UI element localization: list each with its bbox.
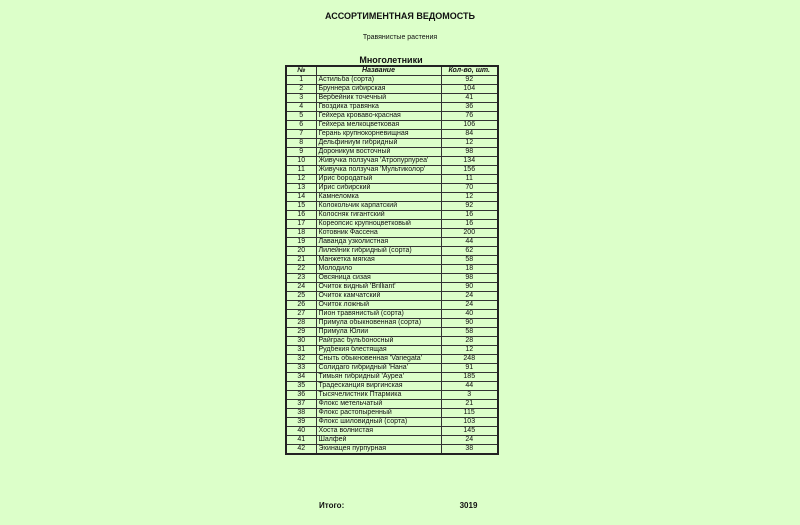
table-row (286, 328, 498, 337)
table-row (286, 436, 498, 445)
row-num: 31 (286, 346, 316, 355)
row-qty: 156 (441, 166, 498, 175)
table-row (286, 274, 498, 283)
row-qty: 115 (441, 409, 498, 418)
table-row (286, 310, 498, 319)
row-qty: 98 (441, 148, 498, 157)
row-num: 38 (286, 409, 316, 418)
row-qty: 84 (441, 130, 498, 139)
row-name: Тысячелистник Птармика (316, 391, 441, 400)
table-row (286, 112, 498, 121)
table-row (286, 211, 498, 220)
table-row (286, 247, 498, 256)
table-row (286, 265, 498, 274)
row-name: Шалфей (316, 436, 441, 445)
row-num: 20 (286, 247, 316, 256)
row-name: Сныть обыкновенная 'Variegata' (316, 355, 441, 364)
row-qty: 92 (441, 76, 498, 85)
table-row (286, 355, 498, 364)
row-name: Лаванда узколистная (316, 238, 441, 247)
row-qty: 24 (441, 301, 498, 310)
row-num: 5 (286, 112, 316, 121)
row-qty: 44 (441, 382, 498, 391)
row-num: 42 (286, 445, 316, 455)
row-num: 40 (286, 427, 316, 436)
row-num: 19 (286, 238, 316, 247)
section-title: Многолетники (359, 55, 423, 65)
row-name: Гейхера мелкоцветковая (316, 121, 441, 130)
row-qty: 76 (441, 112, 498, 121)
row-name: Райграс бульбоносный (316, 337, 441, 346)
row-name: Бруннера сибирская (316, 85, 441, 94)
row-name: Флокс метельчатый (316, 400, 441, 409)
row-num: 1 (286, 76, 316, 85)
row-num: 2 (286, 85, 316, 94)
row-qty: 185 (441, 373, 498, 382)
row-qty: 98 (441, 274, 498, 283)
row-qty: 12 (441, 193, 498, 202)
row-name: Вербейник точечный (316, 94, 441, 103)
table-row (286, 256, 498, 265)
row-name: Очиток камчатский (316, 292, 441, 301)
row-num: 26 (286, 301, 316, 310)
row-qty: 90 (441, 319, 498, 328)
row-num: 12 (286, 175, 316, 184)
row-num: 22 (286, 265, 316, 274)
row-num: 27 (286, 310, 316, 319)
table-row (286, 337, 498, 346)
row-qty: 11 (441, 175, 498, 184)
row-num: 37 (286, 400, 316, 409)
row-num: 21 (286, 256, 316, 265)
row-name: Ирис бородатый (316, 175, 441, 184)
row-num: 18 (286, 229, 316, 238)
row-name: Очиток ложный (316, 301, 441, 310)
row-qty: 36 (441, 103, 498, 112)
row-name: Хоста волнистая (316, 427, 441, 436)
row-qty: 200 (441, 229, 498, 238)
row-name: Дороникум восточный (316, 148, 441, 157)
row-name: Пион травянистый (сорта) (316, 310, 441, 319)
table-row (286, 382, 498, 391)
row-name: Колосняк гигантский (316, 211, 441, 220)
row-num: 15 (286, 202, 316, 211)
row-name: Флокс шиловидный (сорта) (316, 418, 441, 427)
row-num: 4 (286, 103, 316, 112)
row-qty: 70 (441, 184, 498, 193)
row-qty: 62 (441, 247, 498, 256)
row-name: Колокольчик карпатский (316, 202, 441, 211)
table-row (286, 175, 498, 184)
row-num: 3 (286, 94, 316, 103)
row-name: Гейхера кроваво-красная (316, 112, 441, 121)
table-row (286, 130, 498, 139)
row-name: Очиток видный 'Brilliant' (316, 283, 441, 292)
table-row (286, 193, 498, 202)
row-num: 30 (286, 337, 316, 346)
table-row (286, 85, 498, 94)
row-name: Живучка ползучая 'Мультиколор' (316, 166, 441, 175)
row-name: Герань крупнокорневищная (316, 130, 441, 139)
row-qty: 12 (441, 346, 498, 355)
row-qty: 18 (441, 265, 498, 274)
table-row (286, 400, 498, 409)
row-qty: 24 (441, 292, 498, 301)
table-row (286, 292, 498, 301)
row-qty: 38 (441, 445, 498, 455)
row-qty: 16 (441, 211, 498, 220)
row-name: Солидаго гибридный 'Нана' (316, 364, 441, 373)
table-row (286, 283, 498, 292)
row-qty: 58 (441, 256, 498, 265)
row-num: 35 (286, 382, 316, 391)
row-num: 13 (286, 184, 316, 193)
row-num: 8 (286, 139, 316, 148)
table-row (286, 346, 498, 355)
row-name: Овсяница сизая (316, 274, 441, 283)
table-row (286, 229, 498, 238)
row-num: 14 (286, 193, 316, 202)
row-num: 9 (286, 148, 316, 157)
table-row (286, 427, 498, 436)
row-qty: 92 (441, 202, 498, 211)
row-qty: 91 (441, 364, 498, 373)
total-row (285, 501, 497, 511)
row-num: 25 (286, 292, 316, 301)
row-name: Молодило (316, 265, 441, 274)
row-name: Астильба (сорта) (316, 76, 441, 85)
header-qty: Кол-во, шт. (441, 66, 498, 76)
row-num: 10 (286, 157, 316, 166)
table-row (286, 220, 498, 229)
table-row (286, 238, 498, 247)
row-name: Примула обыкновенная (сорта) (316, 319, 441, 328)
table-row (286, 157, 498, 166)
row-name: Гвоздика травянка (316, 103, 441, 112)
table-row (286, 391, 498, 400)
row-num: 33 (286, 364, 316, 373)
row-num: 32 (286, 355, 316, 364)
table-row (286, 364, 498, 373)
document-subtitle: Травянистые растения (362, 34, 438, 41)
row-name: Камнеломка (316, 193, 441, 202)
row-qty: 145 (441, 427, 498, 436)
table-row (286, 94, 498, 103)
row-num: 41 (286, 436, 316, 445)
row-qty: 90 (441, 283, 498, 292)
row-qty: 41 (441, 94, 498, 103)
row-name: Примула Юлии (316, 328, 441, 337)
row-name: Дельфиниум гибридный (316, 139, 441, 148)
row-num: 24 (286, 283, 316, 292)
table-row (286, 319, 498, 328)
row-qty: 24 (441, 436, 498, 445)
row-num: 29 (286, 328, 316, 337)
assortment-table (285, 65, 499, 455)
table-row (286, 121, 498, 130)
row-qty: 12 (441, 139, 498, 148)
table-row (286, 409, 498, 418)
row-qty: 58 (441, 328, 498, 337)
row-qty: 3 (441, 391, 498, 400)
document-title: АССОРТИМЕНТНАЯ ВЕДОМОСТЬ (324, 11, 476, 21)
row-name: Тимьян гибридный 'Ауреа' (316, 373, 441, 382)
table-body (286, 76, 498, 455)
row-name: Манжетка мягкая (316, 256, 441, 265)
row-qty: 134 (441, 157, 498, 166)
row-num: 39 (286, 418, 316, 427)
table-row (286, 139, 498, 148)
total-label: Итого: (319, 501, 345, 510)
table-row (286, 202, 498, 211)
table-row (286, 76, 498, 85)
row-qty: 104 (441, 85, 498, 94)
row-name: Флокс растопыренный (316, 409, 441, 418)
row-qty: 103 (441, 418, 498, 427)
row-num: 34 (286, 373, 316, 382)
table-row (286, 184, 498, 193)
row-qty: 16 (441, 220, 498, 229)
row-qty: 248 (441, 355, 498, 364)
row-name: Кореопсис крупноцветковый (316, 220, 441, 229)
table-row (286, 373, 498, 382)
row-name: Эхинацея пурпурная (316, 445, 441, 455)
row-num: 6 (286, 121, 316, 130)
row-qty: 40 (441, 310, 498, 319)
table-row (286, 301, 498, 310)
table-header-row (286, 66, 498, 76)
table-row (286, 445, 498, 455)
row-name: Котовник Фассена (316, 229, 441, 238)
table-row (286, 103, 498, 112)
row-qty: 21 (441, 400, 498, 409)
header-num: № (286, 66, 316, 76)
row-num: 11 (286, 166, 316, 175)
row-name: Рудбекия блестящая (316, 346, 441, 355)
total-value: 3019 (459, 501, 478, 510)
row-num: 36 (286, 391, 316, 400)
row-num: 17 (286, 220, 316, 229)
table-row (286, 166, 498, 175)
row-name: Ирис сибирский (316, 184, 441, 193)
row-qty: 106 (441, 121, 498, 130)
table-row (286, 418, 498, 427)
row-num: 16 (286, 211, 316, 220)
row-name: Традесканция виргинская (316, 382, 441, 391)
row-qty: 28 (441, 337, 498, 346)
row-name: Живучка ползучая 'Атропурпуреа' (316, 157, 441, 166)
row-num: 7 (286, 130, 316, 139)
table-row (286, 148, 498, 157)
row-num: 23 (286, 274, 316, 283)
row-qty: 44 (441, 238, 498, 247)
row-num: 28 (286, 319, 316, 328)
row-name: Лилейник гибридный (сорта) (316, 247, 441, 256)
header-name: Название (316, 66, 441, 76)
